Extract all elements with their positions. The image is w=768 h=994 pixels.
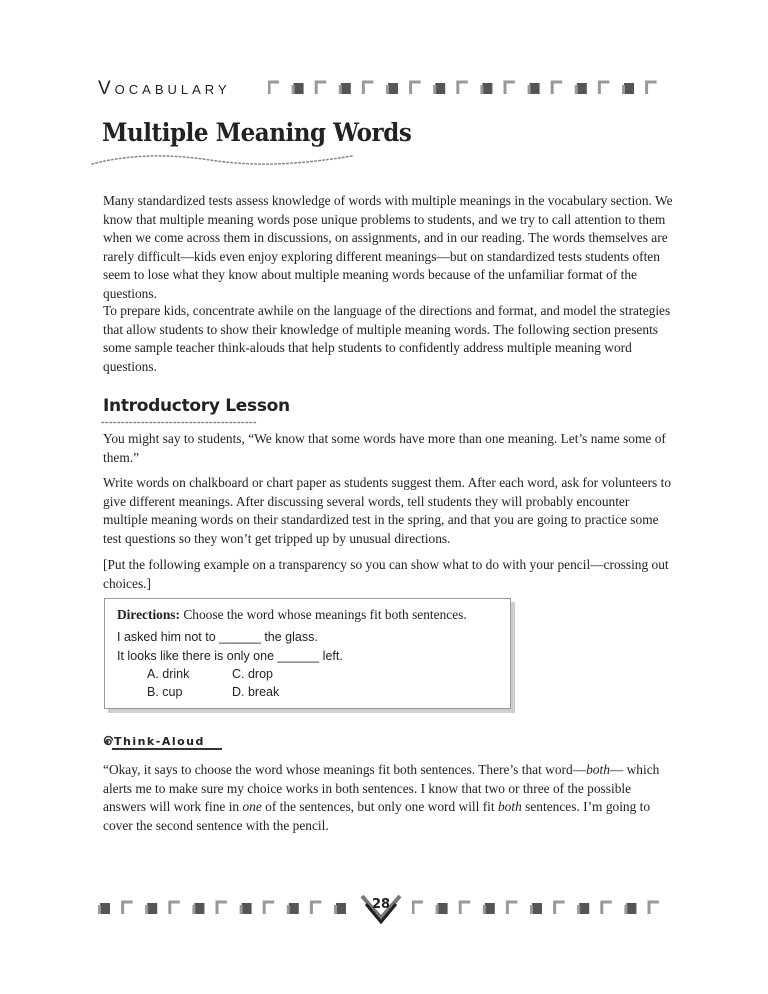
intro-paragraph-1: Many standardized tests assess knowledge of words with multiple meanings in the vocabulary section. We know that multiple meaning words pose unique problems to students, and we try to call attention to them when we come across them in discussions, on assignments, and in our reading. The words themselves are rarely difficult—kids even enjoy exploring different meanings—but on standardized tests students often seem to lose what they know about multiple meaning words because of the unfamiliar format of the questions. — [103, 193, 673, 301]
deco-block-shade — [622, 85, 625, 94]
deco-bracket — [413, 902, 423, 914]
option-a: A. drink — [147, 667, 190, 681]
page-number: 28 — [371, 897, 391, 912]
deco-block-shade — [334, 905, 337, 914]
intro-paragraph-2: To prepare kids, concentrate awhile on the language of the directions and format, and model the strategies that allow students to show their knowledge of multiple meaning words. The following section presents some sample teacher think-alouds that help students to confidently address multiple meaning word questions. — [103, 303, 671, 374]
deco-block — [147, 903, 157, 914]
deco-bracket — [507, 902, 517, 914]
deco-block-shade — [480, 85, 483, 94]
header-decoration — [268, 80, 678, 96]
think-aloud-text-a: “Okay, it says to choose the word whose meanings fit both sentences. There’s that word— — [103, 762, 587, 777]
example-sentence-2: It looks like there is only one ______ left. — [117, 649, 343, 663]
deco-block-shade — [292, 85, 295, 94]
think-aloud-underline — [112, 748, 222, 750]
deco-bracket — [649, 902, 659, 914]
deco-bracket — [411, 82, 421, 94]
directions-label: Directions: — [117, 607, 180, 622]
deco-block — [626, 903, 636, 914]
deco-block — [624, 83, 634, 94]
page-title: Multiple Meaning Words — [102, 118, 412, 147]
deco-block — [579, 903, 589, 914]
deco-bracket — [460, 902, 470, 914]
deco-block-shade — [436, 905, 439, 914]
deco-bracket — [123, 902, 133, 914]
deco-bracket — [311, 902, 321, 914]
deco-block-shade — [483, 905, 486, 914]
directions-line — [117, 607, 467, 623]
deco-block-shade — [577, 905, 580, 914]
deco-bracket — [647, 82, 657, 94]
deco-bracket — [602, 902, 612, 914]
deco-block-shade — [339, 85, 342, 94]
deco-bracket — [505, 82, 515, 94]
deco-bracket — [555, 902, 565, 914]
deco-block-shade — [386, 85, 389, 94]
deco-bracket — [170, 902, 180, 914]
lesson-heading: Introductory Lesson — [103, 396, 290, 416]
deco-block — [485, 903, 495, 914]
deco-block — [577, 83, 587, 94]
think-aloud-emphasis-1: both — [586, 762, 610, 777]
example-sentence-1: I asked him not to ______ the glass. — [117, 630, 318, 644]
deco-block — [289, 903, 299, 914]
deco-block — [242, 903, 252, 914]
deco-bracket — [458, 82, 468, 94]
lesson-heading-dots — [100, 420, 260, 425]
option-d: D. break — [232, 685, 280, 699]
deco-block — [482, 83, 492, 94]
deco-block — [341, 83, 351, 94]
footer-left-decoration — [98, 900, 358, 916]
think-aloud-text-d: sentences. I’m going to cover the second sentence with the pencil. — [103, 799, 651, 833]
deco-block-shade — [287, 905, 290, 914]
deco-block-shade — [192, 905, 195, 914]
deco-bracket — [552, 82, 562, 94]
deco-block-shade — [624, 905, 627, 914]
deco-block — [294, 83, 304, 94]
deco-block-shade — [433, 85, 436, 94]
deco-block-shade — [530, 905, 533, 914]
think-aloud-emphasis-2: one — [242, 799, 262, 814]
deco-bracket — [264, 902, 274, 914]
deco-bracket — [217, 902, 227, 914]
directions-instruction: Choose the word whose meanings fit both sentences. — [183, 607, 467, 622]
lesson-paragraph-3: [Put the following example on a transparency so you can show what to do with your pencil—crossing out choices.] — [103, 557, 669, 591]
section-label: Vocabulary — [98, 78, 231, 99]
option-b: B. cup — [147, 685, 183, 699]
deco-block-shade — [240, 905, 243, 914]
footer-right-decoration — [412, 900, 672, 916]
deco-block-shade — [145, 905, 148, 914]
deco-bracket — [269, 82, 279, 94]
think-aloud-paragraph — [103, 761, 673, 835]
deco-block — [194, 903, 204, 914]
deco-bracket — [363, 82, 373, 94]
deco-block-shade — [528, 85, 531, 94]
deco-block — [438, 903, 448, 914]
deco-block — [435, 83, 445, 94]
title-squiggle-decoration — [90, 152, 360, 168]
deco-block — [388, 83, 398, 94]
directions-box — [104, 598, 511, 709]
deco-block — [336, 903, 346, 914]
deco-block — [100, 903, 110, 914]
deco-block — [532, 903, 542, 914]
deco-bracket — [316, 82, 326, 94]
lesson-paragraph-2: Write words on chalkboard or chart paper as students suggest them. After each word, ask for volunteers to give different meanings. After discussing several words, tell students they will probably encounter multiple meaning words on their standardized test in the spring, and that you are going to practice some test questions so they won’t get tripped up by unusual directions. — [103, 475, 672, 546]
think-aloud-text-c: of the sentences, but only one word will fit — [261, 799, 498, 814]
deco-bracket — [599, 82, 609, 94]
think-aloud-text-b: — which alerts me to make sure my choice works in both sentences. I know that two or three of the possible answers will work fine in — [103, 762, 660, 814]
think-aloud-label: Think-Aloud — [114, 735, 205, 748]
option-c: C. drop — [232, 667, 273, 681]
think-aloud-emphasis-3: both — [497, 799, 522, 814]
deco-block-shade — [98, 905, 101, 914]
deco-block-shade — [575, 85, 578, 94]
deco-block — [530, 83, 540, 94]
lesson-paragraph-1: You might say to students, “We know that some words have more than one meaning. Let’s name some of them.” — [103, 431, 666, 465]
